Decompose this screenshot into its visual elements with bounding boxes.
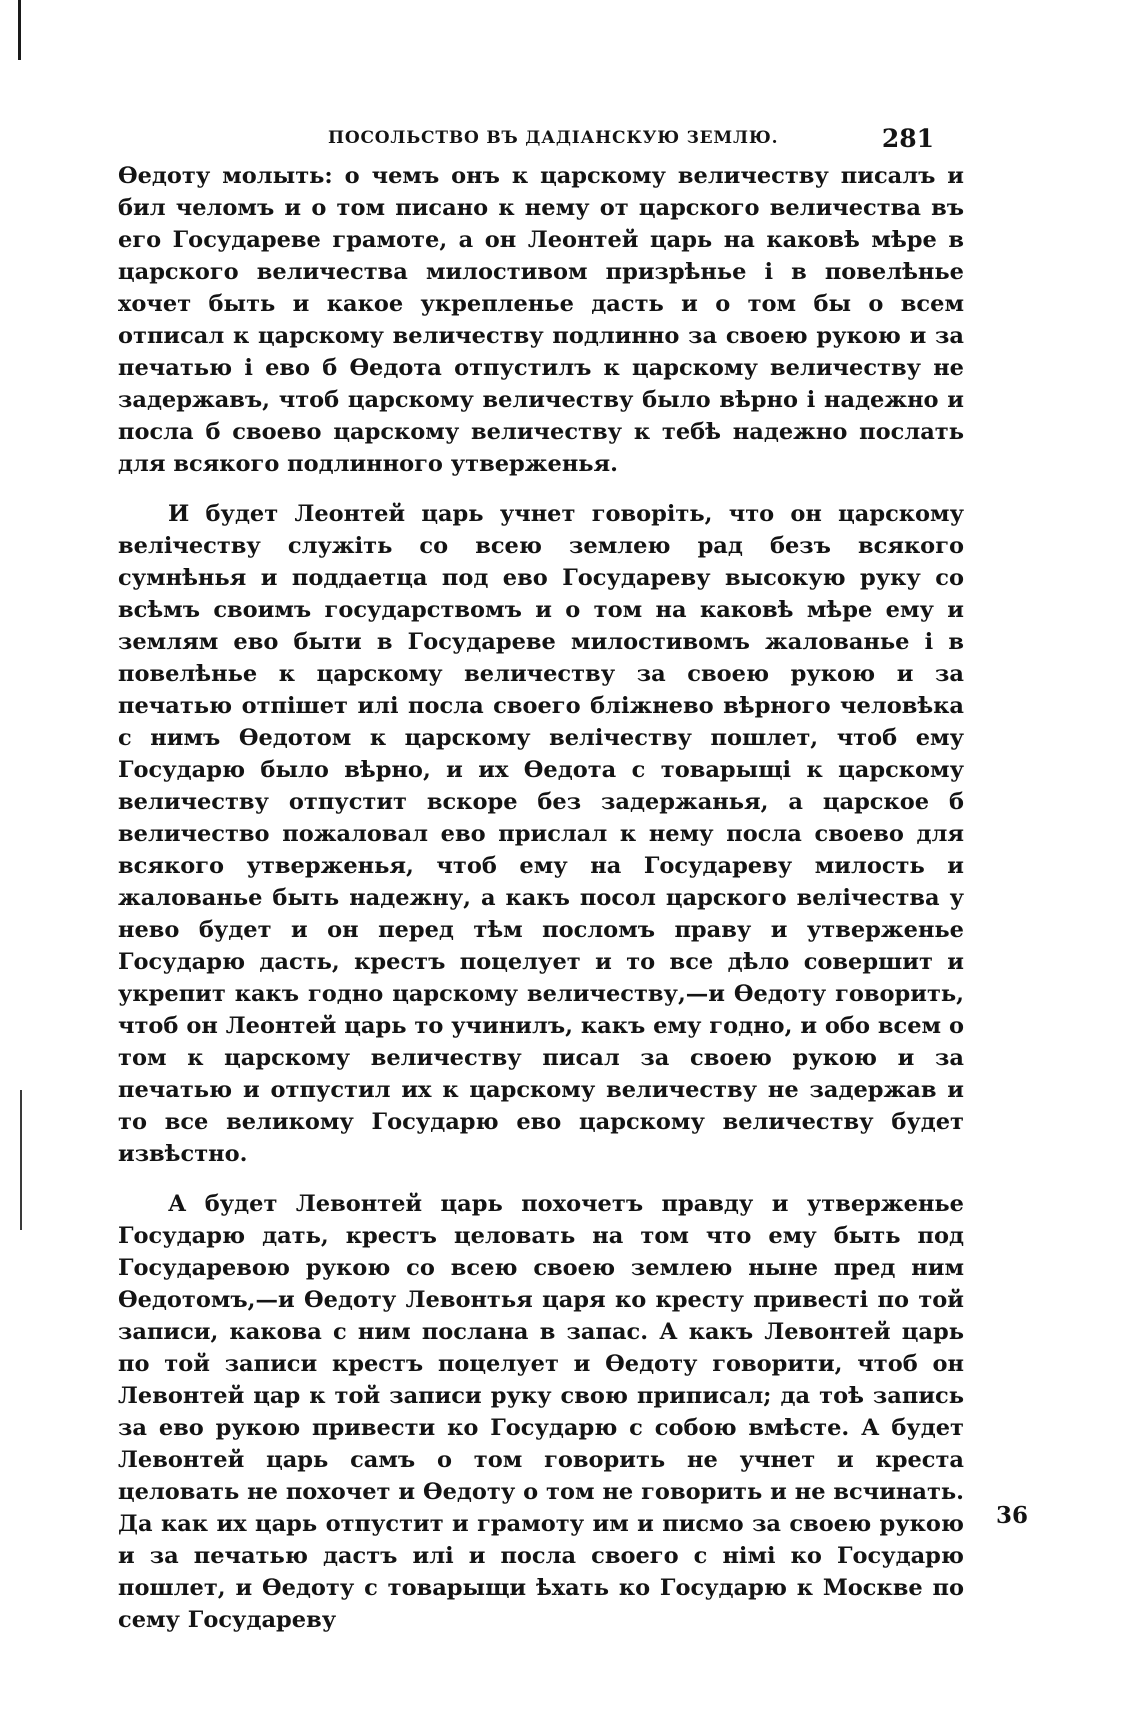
text-body [118,160,964,1636]
paragraph-2: И будет Леонтей царь учнет говоріть, что он царскому велічеству служіть со всею землею рад безъ всякого сумнѣнья и поддаетца под ево Государеву высокую руку со всѣмъ своимъ государствомъ и о том на каковѣ мѣре ему и землям ево быти в Государеве милостивомъ жалованье і в повелѣнье к царскому величеству за своею рукою и за печатью отпішет илі посла своего бліжнево вѣрного человѣка с нимъ Ѳедотом к царскому велічеству пошлет, чтоб ему Государю было вѣрно, и их Ѳедота с товарыщі к царскому величеству отпустит вскоре без задержанья, а царское б величество пожаловал ево прислал к нему посла своево для всякого утверженья, чтоб ему на Государеву милость и жалованье быть надежну, а какъ посол царского велічества у нево будет и он перед тѣм посломъ праву и утверженье Государю дасть, крестъ поцелует и то все дѣло совершит и укрепит какъ годно царскому величеству,—и Ѳедоту говорить, чтоб он Леонтей царь то учинилъ, какъ ему годно, и обо всем о том к царскому величеству писал за своею рукою и за печатью и отпустил их к царскому величеству не задержав и то все великому Государю ево царскому величеству будет извѣстно. [118,501,964,1167]
paragraph-1: Ѳедоту молыть: о чемъ онъ к царскому величеству писалъ и бил челомъ и о том писано к нему от царского величества въ его Государеве грамоте, а он Леонтей царь на каковѣ мѣре в царского величества милостивом призрѣнье і в повелѣнье хочет быть и какое укрепленье дасть и о том бы о всем отписал к царскому величеству подлинно за своею рукою и за печатью і ево б Ѳедота отпустилъ к царскому величеству не задержавъ, чтоб царскому величеству было вѣрно і надежно и посла б своево царскому величеству к тебѣ надежно послать для всякого подлинного утверженья. [118,163,964,477]
page-header [118,112,964,160]
scan-edge-mark-top [18,0,21,60]
paragraph-3: А будет Левонтей царь похочетъ правду и утверженье Государю дать, крестъ целовать на том что ему быть под Государевою рукою со всею своею землею ныне пред ним Ѳедотомъ,—и Ѳедоту Левонтья царя ко кресту привесті по той записи, какова с ним послана в запас. А какъ Левонтей царь по той записи крестъ поцелует и Ѳедоту говорити, чтоб он Левонтей цар к той записи руку свою приписал; да тоѣ запись за ево рукою привести ко Государю с собою вмѣсте. А будет Левонтей царь самъ о том говорить не учнет и креста целовать не похочет и Ѳедоту о том не говорить и не всчинать. Да как их царь отпустит и грамоту им и писмо за своею рукою и за печатью дастъ илі и посла своего с німі ко Государю пошлет, и Ѳедоту с товарыщи ѣхать ко Государю к Москве по сему Государеву [118,1191,964,1633]
running-title: ПОСОЛЬСТВО ВЪ ДАДІАНСКУЮ ЗЕМЛЮ. [328,128,779,148]
page-number: 281 [881,124,934,153]
book-page [118,112,964,1636]
printer-signature-mark: 36 [995,1502,1028,1529]
scan-edge-mark-middle [20,1090,22,1230]
